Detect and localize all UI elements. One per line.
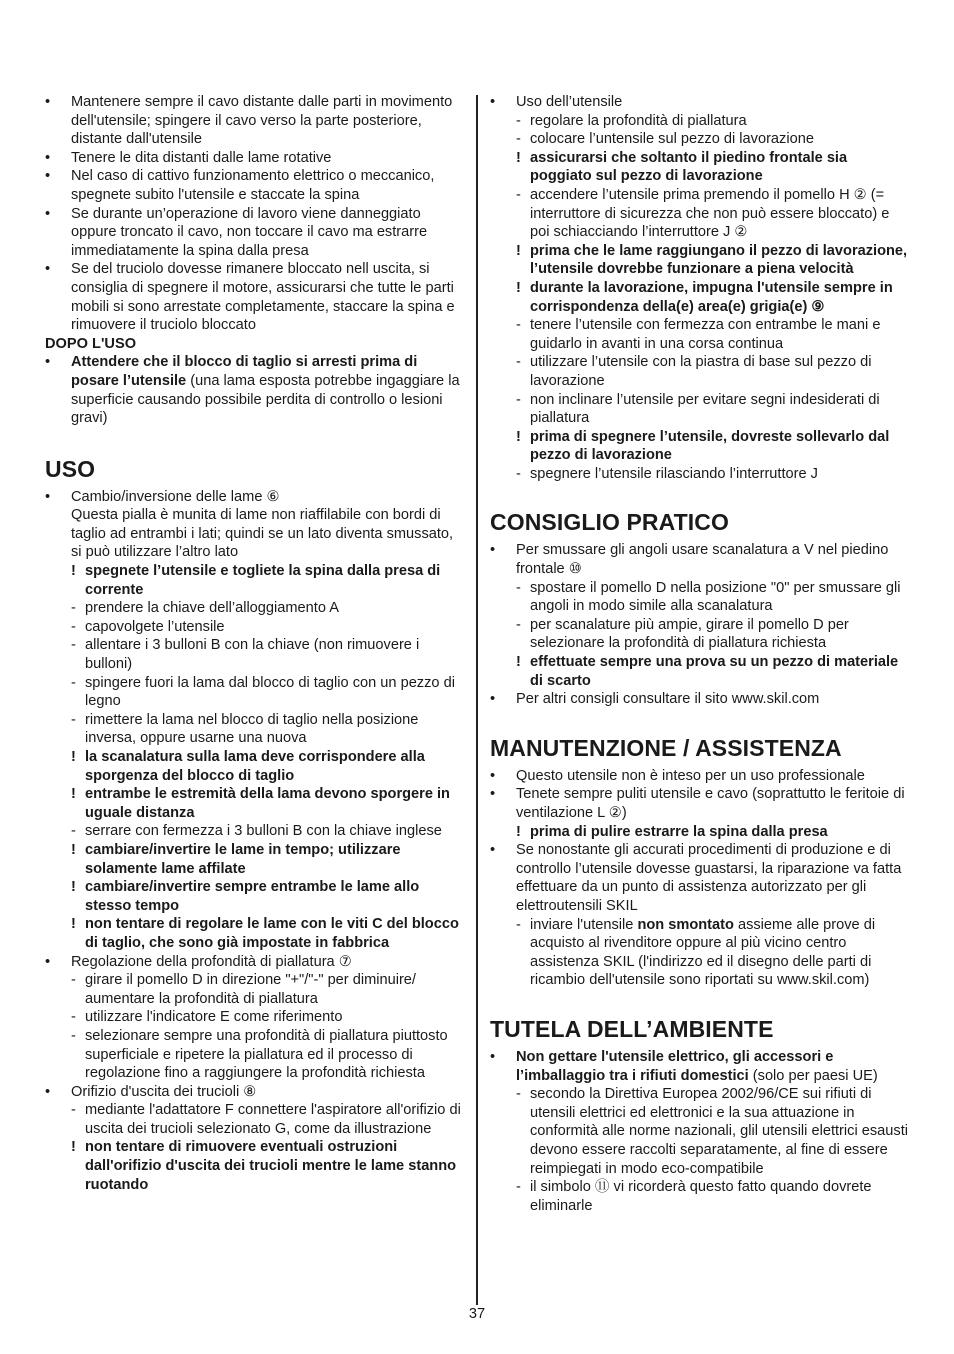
- dash-marker: -: [516, 112, 521, 129]
- section-heading: MANUTENZIONE / ASSISTENZA: [490, 734, 842, 761]
- warning-item: [490, 279, 910, 316]
- item-text-main: Orifizio d'uscita dei trucioli ⑧: [71, 1083, 257, 1100]
- exclamation-marker: !: [71, 916, 76, 933]
- item-text-main: prima di spegnere l’utensile, dovreste sollevarlo dal pezzo di lavorazione: [530, 428, 890, 464]
- item-text-main: Mantenere sempre il cavo distante dalle parti in movimento dell'utensile; spingere il cavo verso la parte posteriore, distante dall'utensile: [71, 94, 453, 148]
- sub-item: [490, 465, 910, 484]
- item-text: [85, 748, 463, 785]
- item-text-main: tenere l’utensile con fermezza con entrambe le mani e guidarlo in avanti in una corsa continua: [530, 317, 881, 352]
- item-text-main: Per smussare gli angoli usare scanalatura a V nel piedino frontale ⑩: [516, 542, 889, 578]
- item-text: [530, 465, 910, 484]
- item-text-main: non inclinare l’utensile per evitare segni indesiderati di piallatura: [530, 391, 880, 427]
- item-text: [516, 767, 910, 786]
- bullet-item: [490, 541, 910, 578]
- sub-item: [490, 316, 910, 353]
- item-text: [530, 916, 910, 990]
- item-text-main: entrambe le estremità della lama devono sporgere in uguale distanza: [85, 786, 450, 821]
- sub-item: [490, 130, 910, 149]
- sub-item: [490, 353, 910, 390]
- sub-item: [45, 1008, 463, 1027]
- sub-item: [45, 674, 463, 711]
- sub-item: [490, 579, 910, 616]
- bullet-item: [45, 953, 463, 972]
- sub-item: [490, 1178, 910, 1215]
- sub-item: [45, 822, 463, 841]
- item-text-main: allentare i 3 bulloni B con la chiave (non rimuovere i bulloni): [85, 637, 420, 673]
- item-text-main: Regolazione della profondità di piallatura ⑦: [71, 953, 352, 970]
- item-text: [530, 1085, 910, 1178]
- bullet-item: [490, 785, 910, 822]
- bullet-marker: •: [490, 691, 496, 708]
- item-text: [71, 353, 463, 427]
- item-text: [530, 149, 910, 186]
- exclamation-marker: !: [71, 749, 76, 765]
- item-text: [85, 1138, 463, 1194]
- item-text-main: non tentare di rimuovere eventuali ostruzioni dall'orifizio d'uscita dei trucioli mentre le lame stanno ruotando: [85, 1139, 457, 1193]
- bullet-marker: •: [490, 767, 496, 784]
- warning-item: [490, 653, 910, 690]
- exclamation-marker: !: [71, 786, 76, 803]
- bullet-item: [45, 488, 463, 562]
- bullet-marker: •: [45, 1083, 51, 1100]
- sub-item: [490, 112, 910, 131]
- exclamation-marker: !: [516, 428, 521, 445]
- sub-item: [490, 1085, 910, 1178]
- item-text: [530, 391, 910, 428]
- item-text-main: assieme alle prove di acquisto al rivenditore oppure al più vicino centro assistenza SKIL (l'indirizzo ed il disegno delle parti di ricambio dell'utensile sono riportati su www.skil.com): [530, 916, 876, 989]
- bullet-marker: •: [45, 261, 51, 278]
- page-number: 37: [468, 1306, 486, 1322]
- dash-marker: -: [71, 637, 76, 654]
- bullet-item: [45, 260, 463, 334]
- item-text-main: Se del truciolo dovesse rimanere bloccato nell uscita, si consiglia di spegnere il motore, assicurarsi che tutte le parti mobili si sono arrestate completamente, staccare la spina e rimuovere il truciolo bloccato: [71, 261, 455, 334]
- item-text: [85, 674, 463, 711]
- column-divider: [476, 95, 478, 1305]
- warning-item: [490, 823, 910, 842]
- warning-item: [45, 562, 463, 599]
- item-text-main: utilizzare l’utensile con la piastra di base sul pezzo di lavorazione: [530, 354, 872, 389]
- item-text: [85, 915, 463, 952]
- item-text-main: spegnete l’utensile e togliete la spina dalla presa di corrente: [85, 563, 441, 598]
- item-text-main: serrare con fermezza i 3 bulloni B con la chiave inglese: [85, 823, 442, 840]
- item-text-main: selezionare sempre una profondità di piallatura piuttosto superficiale e ripetere la piallatura ed il processo di regolazione fino a raggiungere la profondità richiesta: [85, 1027, 448, 1082]
- section-heading: CONSIGLIO PRATICO: [490, 509, 729, 536]
- dash-marker: -: [71, 972, 76, 989]
- bullet-marker: •: [490, 542, 496, 559]
- item-text-main: prima che le lame raggiungano il pezzo di lavorazione, l’utensile dovrebbe funzionare a piena velocità: [530, 242, 908, 278]
- item-text-bold: Non gettare l'utensile elettrico, gli accessori e l’imballaggio tra i rifiuti domestici: [516, 1048, 834, 1084]
- warning-item: [490, 149, 910, 186]
- bullet-item: [45, 205, 463, 261]
- item-text-main: durante la lavorazione, impugna l'utensile sempre in corrispondenza della(e) area(e) grigia(e) ⑨: [530, 279, 893, 315]
- bullet-item: [490, 93, 910, 112]
- bullet-item: [490, 1048, 910, 1085]
- sub-item: [45, 618, 463, 637]
- bullet-item: [490, 767, 910, 786]
- item-text-main: effettuate sempre una prova su un pezzo di materiale di scarto: [530, 654, 899, 689]
- sub-item: [45, 711, 463, 748]
- dash-marker: -: [516, 465, 521, 482]
- item-text: [530, 279, 910, 316]
- item-text-main: utilizzare l'indicatore E come riferimento: [85, 1009, 343, 1026]
- item-text: [530, 316, 910, 353]
- item-text: [516, 93, 910, 112]
- item-text-main: colocare l’untensile sul pezzo di lavorazione: [530, 131, 814, 148]
- sub-item: [490, 916, 910, 990]
- item-text-main: Nel caso di cattivo funzionamento elettrico o meccanico, spegnete subito l'utensile e staccate la spina: [71, 168, 435, 203]
- bullet-marker: •: [45, 205, 51, 222]
- item-text: [530, 112, 910, 131]
- bullet-item: [45, 93, 463, 149]
- item-text: [516, 785, 910, 822]
- dash-marker: -: [71, 674, 76, 691]
- item-text: [71, 953, 463, 972]
- item-text-main: capovolgete l’utensile: [85, 618, 225, 635]
- warning-item: [45, 785, 463, 822]
- dash-marker: -: [516, 916, 521, 933]
- item-text-main: spegnere l’utensile rilasciando l’interruttore J: [530, 465, 818, 482]
- exclamation-marker: !: [71, 879, 76, 896]
- item-text: [516, 841, 910, 915]
- exclamation-marker: !: [71, 563, 76, 580]
- item-text: [85, 1008, 463, 1027]
- sub-item: [490, 391, 910, 428]
- item-text-main: girare il pomello D in direzione "+"/"-" per diminuire/ aumentare la profondità di piallatura: [85, 972, 416, 1007]
- item-text: [516, 1048, 910, 1085]
- item-text: [530, 823, 910, 842]
- bullet-marker: •: [45, 488, 51, 505]
- dash-marker: -: [516, 354, 521, 371]
- dash-marker: -: [71, 600, 76, 617]
- item-text: [71, 260, 463, 334]
- item-text-main: Tenete sempre puliti utensile e cavo (soprattutto le feritoie di ventilazione L ②): [516, 786, 905, 821]
- item-text-main: per scanalature più ampie, girare il pomello D per selezionare la profondità di piallatura richiesta: [530, 616, 849, 652]
- item-text-main: secondo la Direttiva Europea 2002/96/CE sui rifiuti di utensili elettrici ed elettronici e la sua attuazione in conformità alle norme nazionali, glil utensili elettrici esausti devono essere raccolti separatamente, al fine di essere reimpiegati in modo eco-compatibile: [530, 1086, 908, 1177]
- item-text-main: (una lama esposta potrebbe ingaggiare la superficie causando possibile perdita di controllo o lesioni gravi): [71, 372, 460, 427]
- exclamation-marker: !: [516, 823, 521, 840]
- dash-marker: -: [516, 1086, 521, 1103]
- item-text: [85, 618, 463, 637]
- dash-marker: -: [71, 711, 76, 728]
- bullet-marker: •: [490, 786, 496, 803]
- item-text: [530, 186, 910, 242]
- warning-item: [45, 878, 463, 915]
- exclamation-marker: !: [516, 242, 521, 259]
- item-text-main: non tentare di regolare le lame con le viti C del blocco di taglio, che sono già impostate in fabbrica: [85, 916, 459, 951]
- dash-marker: -: [71, 1102, 76, 1119]
- dash-marker: -: [516, 317, 521, 334]
- bullet-marker: •: [45, 354, 51, 371]
- exclamation-marker: !: [516, 149, 521, 166]
- exclamation-marker: !: [71, 841, 76, 858]
- warning-item: [490, 428, 910, 465]
- section-heading: USO: [45, 455, 96, 482]
- bullet-marker: •: [45, 94, 51, 110]
- item-text: [71, 205, 463, 261]
- item-text: [85, 841, 463, 878]
- item-text-main: Questo utensile non è inteso per un uso professionale: [516, 767, 865, 784]
- bullet-marker: •: [45, 953, 51, 970]
- item-text: [530, 653, 910, 690]
- section-heading: TUTELA DELL’AMBIENTE: [490, 1015, 774, 1042]
- item-text: [71, 93, 463, 149]
- bullet-item: [490, 690, 910, 709]
- item-text: [530, 353, 910, 390]
- item-text-main: assicurarsi che soltanto il piedino frontale sia poggiato sul pezzo di lavorazione: [530, 149, 848, 185]
- sub-item: [45, 636, 463, 673]
- item-text-bold: non smontato: [637, 916, 734, 933]
- bullet-item: [490, 841, 910, 915]
- dash-marker: -: [516, 1179, 521, 1196]
- item-text-main: la scanalatura sulla lama deve corrispondere alla sporgenza del blocco di taglio: [85, 749, 425, 784]
- bullet-item: [45, 1083, 463, 1102]
- item-text: [530, 428, 910, 465]
- dash-marker: -: [516, 186, 521, 203]
- item-text-main: regolare la profondità di piallatura: [530, 112, 747, 129]
- warning-item: [45, 748, 463, 785]
- item-text: [71, 149, 463, 168]
- item-text: [530, 1178, 910, 1215]
- item-text: [85, 562, 463, 599]
- item-text: [85, 785, 463, 822]
- exclamation-marker: !: [516, 654, 521, 671]
- item-text: [516, 541, 910, 578]
- item-text: [85, 636, 463, 673]
- dash-marker: -: [516, 391, 521, 408]
- item-text: [530, 579, 910, 616]
- warning-item: [45, 915, 463, 952]
- dash-marker: -: [516, 131, 521, 148]
- item-text-main: rimettere la lama nel blocco di taglio nella posizione inversa, oppure usarne una nuova: [85, 711, 419, 747]
- exclamation-marker: !: [516, 279, 521, 296]
- item-text-main: spingere fuori la lama dal blocco di taglio con un pezzo di legno: [85, 674, 455, 710]
- item-text-main: Se durante un’operazione di lavoro viene danneggiato oppure troncato il cavo, non toccare il cavo ma estrarre immediatamente la spina dalla presa: [71, 205, 428, 259]
- bullet-item: [45, 353, 463, 427]
- item-text: [85, 711, 463, 748]
- left-column: [45, 93, 463, 1194]
- item-text: [85, 1101, 463, 1138]
- item-text: [71, 1083, 463, 1102]
- sub-item: [45, 1101, 463, 1138]
- item-text: [71, 488, 463, 562]
- sub-item: [490, 616, 910, 653]
- sub-item: [45, 1027, 463, 1083]
- item-text: [530, 242, 910, 279]
- exclamation-marker: !: [71, 1139, 76, 1156]
- item-text-main: cambiare/invertire sempre entrambe le lame allo stesso tempo: [85, 879, 420, 914]
- item-text-main: Per altri consigli consultare il sito www.skil.com: [516, 691, 820, 708]
- item-text-main: il simbolo ⑪ vi ricorderà questo fatto quando dovrete eliminarle: [530, 1179, 872, 1214]
- sub-item: [45, 599, 463, 618]
- item-text-main: prendere la chiave dell’alloggiamento A: [85, 600, 339, 617]
- item-text: [85, 971, 463, 1008]
- item-text-main: Uso dell’utensile: [516, 94, 623, 110]
- item-text-prefix: inviare l'utensile: [530, 916, 638, 933]
- dash-marker: -: [71, 1027, 76, 1044]
- item-text-main: spostare il pomello D nella posizione "0" per smussare gli angoli in modo simile alla scanalatura: [530, 579, 901, 615]
- bullet-marker: •: [490, 1048, 496, 1065]
- item-text-main: cambiare/invertire le lame in tempo; utilizzare solamente lame affilate: [85, 841, 401, 877]
- warning-item: [490, 242, 910, 279]
- item-text: [85, 599, 463, 618]
- bullet-marker: •: [45, 149, 51, 166]
- bullet-marker: •: [45, 168, 51, 185]
- dash-marker: -: [71, 1009, 76, 1026]
- item-text: [516, 690, 910, 709]
- dash-marker: -: [516, 579, 521, 596]
- subheading: DOPO L'USO: [45, 335, 137, 352]
- bullet-item: [45, 149, 463, 168]
- item-text: [530, 130, 910, 149]
- item-text: [85, 822, 463, 841]
- item-text: [71, 167, 463, 204]
- item-text-main: Se nonostante gli accurati procedimenti di produzione e di controllo l’utensile dovesse guastarsi, la riparazione va fatta effettuare da un punto di assistenza autorizzato per gli elettroutensili SKIL: [516, 842, 902, 914]
- sub-item: [45, 971, 463, 1008]
- dash-marker: -: [516, 616, 521, 633]
- item-text-main: mediante l'adattatore F connettere l'aspiratore all'orifizio di uscita dei trucioli selezionato G, come da illustrazione: [85, 1102, 461, 1137]
- item-text-main: Cambio/inversione delle lame ⑥ Questa pialla è munita di lame non riaffilabile con bordi di taglio ad entrambi i lati; quindi se un lato diventa smussato, si può utilizzare l’altro lato: [71, 488, 454, 561]
- item-text-main: (solo per paesi UE): [748, 1067, 878, 1084]
- item-text: [85, 878, 463, 915]
- bullet-marker: •: [490, 94, 496, 110]
- item-text-bold: Attendere che il blocco di taglio si arresti prima di posare l’utensile: [71, 354, 418, 389]
- dash-marker: -: [71, 823, 76, 840]
- item-text: [85, 1027, 463, 1083]
- sub-item: [490, 186, 910, 242]
- item-text-main: prima di pulire estrarre la spina dalla presa: [530, 823, 828, 840]
- item-text: [530, 616, 910, 653]
- item-text-main: Tenere le dita distanti dalle lame rotative: [71, 149, 332, 166]
- warning-item: [45, 841, 463, 878]
- right-column: [490, 93, 910, 1215]
- warning-item: [45, 1138, 463, 1194]
- bullet-marker: •: [490, 842, 496, 859]
- item-text-main: accendere l’utensile prima premendo il pomello H ② (= interruttore di sicurezza che non può essere bloccato) e poi schiacciando l’interruttore J ②: [530, 186, 890, 241]
- bullet-item: [45, 167, 463, 204]
- dash-marker: -: [71, 618, 76, 635]
